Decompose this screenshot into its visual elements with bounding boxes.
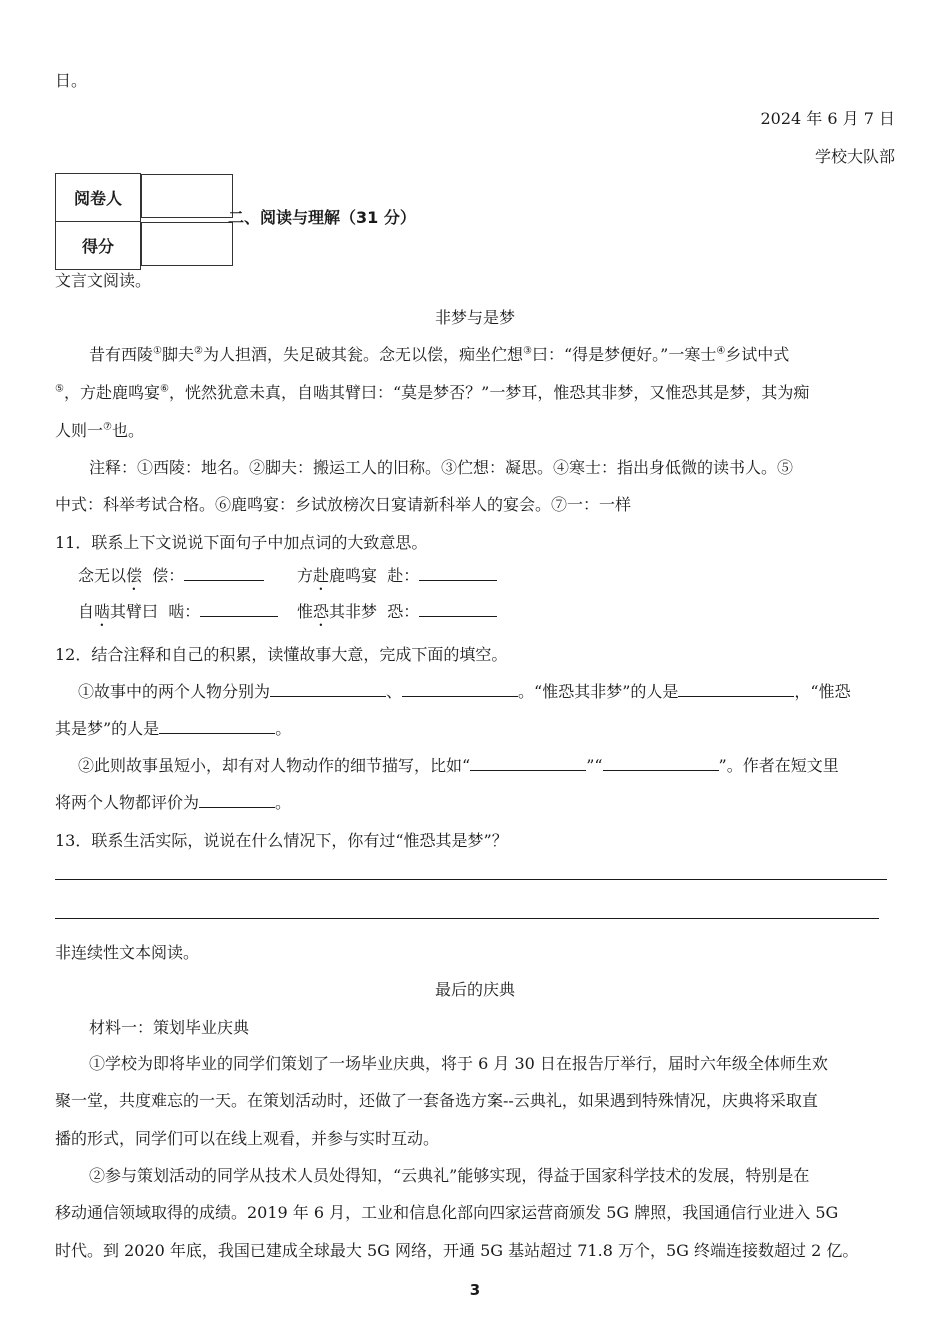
material1-para2-line1: ②参与策划活动的同学从技术人员处得知，“云典礼”能够实现，得益于国家科学技术的发展，特别是在: [89, 1166, 810, 1185]
q12-part1-line2: 其是梦”的人是 。: [55, 719, 292, 738]
footnote-marker: ①: [153, 345, 162, 357]
q12-person2-answer[interactable]: [402, 680, 518, 697]
q12-part1-line1: ①故事中的两个人物分别为 、 。“惟恐其非梦”的人是 ，“惟恐: [78, 682, 851, 701]
page-number: 3: [469, 1281, 481, 1299]
material1-para1-line2: 聚一堂，共度难忘的一天。在策划活动时，还做了一套备选方案--云典礼，如果遇到特殊情况，庆典将采取直: [55, 1091, 818, 1110]
q11-stem: 11．联系上下文说说下面句子中加点词的大致意思。: [55, 533, 428, 552]
notes-line-1: 注释：①西陵：地名。②脚夫：搬运工人的旧称。③伫想：凝思。④寒士：指出身低微的读书人。⑤: [89, 458, 794, 477]
notice-signer: 学校大队部: [814, 147, 895, 166]
q12-person1-answer[interactable]: [270, 680, 386, 697]
notes-line-2: 中式：科举考试合格。⑥鹿鸣宴：乡试放榜次日宴请新科举人的宴会。⑦一：一样: [55, 495, 632, 514]
score-field[interactable]: [141, 222, 233, 266]
material1-para1-line3: 播的形式，同学们可以在线上观看，并参与实时互动。: [55, 1129, 440, 1148]
q12-evaluation-answer[interactable]: [199, 791, 275, 808]
reviewer-field[interactable]: [141, 174, 233, 218]
footnote-marker: ④: [716, 345, 726, 357]
section-title: 二、阅读与理解（31 分）: [228, 208, 416, 227]
q13-stem: 13．联系生活实际，说说在什么情况下，你有过“惟恐其是梦”？: [55, 831, 508, 850]
q12-stem: 12．结合注释和自己的积累，读懂故事大意，完成下面的填空。: [55, 645, 508, 664]
score-box: [55, 173, 234, 270]
classical-intro: 文言文阅读。: [55, 271, 152, 290]
story-line-3: 人则一⑦也。: [55, 421, 144, 440]
q13-answer-line-1[interactable]: [55, 879, 887, 880]
material1-para2-line3: 时代。到 2020 年底，我国已建成全球最大 5G 网络，开通 5G 基站超过 71.8 万个，5G 终端连接数超过 2 亿。: [55, 1241, 859, 1260]
material1-title: 材料一：策划毕业庆典: [89, 1018, 250, 1037]
notice-date: 2024 年 6 月 7 日: [760, 109, 895, 128]
q11-item-a: 念无以偿 偿：: [78, 563, 264, 594]
q12-not-dream-answer[interactable]: [678, 680, 794, 697]
material1-para1-line1: ①学校为即将毕业的同学们策划了一场毕业庆典，将于 6 月 30 日在报告厅举行，届时六年级全体师生欢: [89, 1054, 828, 1073]
footnote-marker: ⑥: [159, 383, 169, 395]
q11-item-d: 惟恐其非梦 恐：: [297, 599, 497, 630]
q12-part2-line2: 将两个人物都评价为 。: [55, 793, 292, 812]
q12-is-dream-answer[interactable]: [159, 717, 275, 734]
q11-a-answer[interactable]: [184, 564, 264, 581]
q12-action1-answer[interactable]: [470, 754, 586, 771]
footnote-marker: ②: [194, 345, 203, 357]
footnote-marker: ⑤: [55, 383, 64, 395]
reviewer-label: 阅卷人: [56, 174, 141, 222]
q11-item-c: 自啮其臂曰 啮：: [78, 599, 278, 630]
material1-para2-line2: 移动通信领域取得的成绩。2019 年 6 月，工业和信息化部向四家运营商颁发 5G 牌照，我国通信行业进入 5G: [55, 1203, 839, 1222]
article-title: 最后的庆典: [434, 980, 515, 999]
story-title: 非梦与是梦: [434, 308, 515, 327]
q11-b-answer[interactable]: [419, 564, 497, 581]
notice-tail: 日。: [55, 71, 88, 90]
q11-item-b: 方赴鹿鸣宴 赴：: [297, 563, 497, 594]
q12-part2-line1: ②此则故事虽短小，却有对人物动作的细节描写，比如“ ”“ ”。作者在短文里: [78, 756, 839, 775]
story-line-1: 昔有西陵①脚夫②为人担酒，失足破其瓮。念无以偿，痴坐伫想③曰：“得是梦便好。”一寒士④乡试中式: [89, 345, 790, 364]
story-line-2: ⑤，方赴鹿鸣宴⑥，恍然犹意未真，自啮其臂曰：“莫是梦否？”一梦耳，惟恐其非梦，又惟恐其是梦，其为痴: [55, 383, 810, 402]
footnote-marker: ③: [522, 345, 532, 357]
q13-answer-line-2[interactable]: [55, 918, 879, 919]
score-label: 得分: [56, 222, 141, 270]
q11-c-answer[interactable]: [200, 600, 278, 617]
q12-action2-answer[interactable]: [603, 754, 719, 771]
footnote-marker: ⑦: [103, 421, 112, 433]
nonlinear-intro: 非连续性文本阅读。: [55, 943, 200, 962]
q11-d-answer[interactable]: [419, 600, 497, 617]
